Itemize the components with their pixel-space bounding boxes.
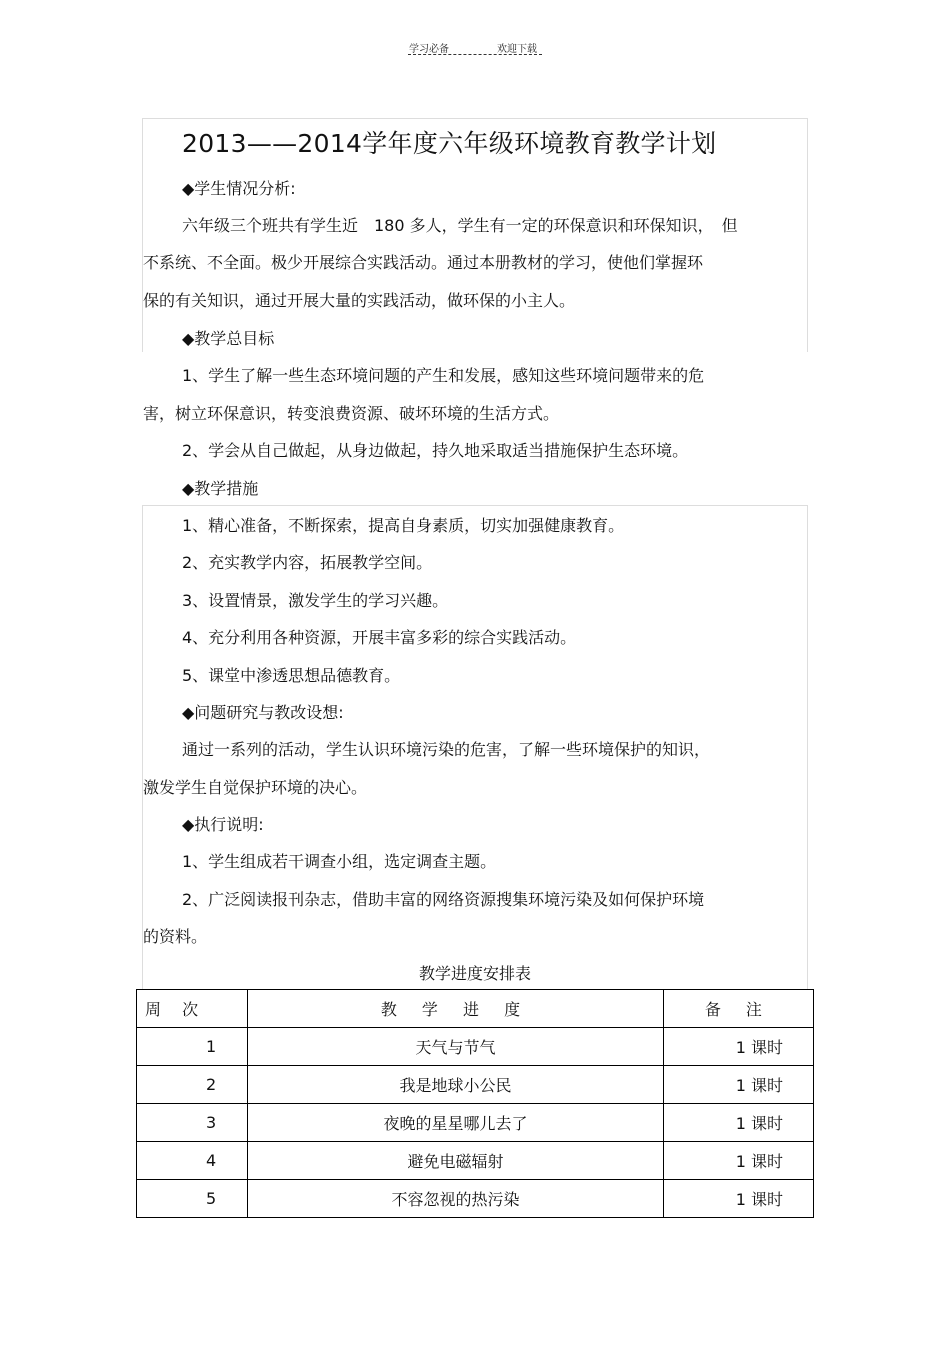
exec-line: 的资料。 <box>143 927 208 946</box>
measures-heading: ◆教学措施 <box>182 479 259 498</box>
week-cell: 3 <box>137 1104 248 1142</box>
frame-top-line <box>142 118 808 119</box>
frame-right-line-upper <box>807 118 808 352</box>
measures-line: 4、充分利用各种资源，开展丰富多彩的综合实践活动。 <box>182 628 577 647</box>
progress-cell: 天气与节气 <box>248 1028 664 1066</box>
exec-line: 1、学生组成若干调查小组，选定调查主题。 <box>182 852 497 871</box>
analysis-line: 保的有关知识，通过开展大量的实践活动，做环保的小主人。 <box>143 291 576 310</box>
header-right-text: 欢迎下载 <box>497 44 537 55</box>
goal-line: 1、学生了解一些生态环境问题的产生和发展，感知这些环境问题带来的危 <box>182 366 705 385</box>
note-cell: 1 课时 <box>663 1180 813 1218</box>
note-cell: 1 课时 <box>663 1104 813 1142</box>
exec-heading: ◆执行说明: <box>182 815 264 834</box>
note-cell: 1 课时 <box>663 1142 813 1180</box>
analysis-line: 六年级三个班共有学生近 180 多人，学生有一定的环保意识和环保知识， 但 <box>182 216 738 235</box>
frame-left-line-upper <box>142 118 143 352</box>
progress-cell: 夜晚的星星哪儿去了 <box>248 1104 664 1142</box>
frame-right-line-lower <box>807 505 808 989</box>
header-progress: 教 学 进 度 <box>248 990 664 1028</box>
measures-line: 2、充实教学内容，拓展教学空间。 <box>182 553 433 572</box>
note-cell: 1 课时 <box>663 1066 813 1104</box>
header-week: 周 次 <box>137 990 248 1028</box>
goal-heading: ◆教学总目标 <box>182 329 275 348</box>
table-row <box>137 1142 814 1180</box>
research-line: 通过一系列的活动，学生认识环境污染的危害，了解一些环境保护的知识， <box>182 740 711 759</box>
document-title: 2013——2014学年度六年级环境教育教学计划 <box>182 129 717 158</box>
week-cell: 1 <box>137 1028 248 1066</box>
header-note: 备 注 <box>663 990 813 1028</box>
progress-cell: 我是地球小公民 <box>248 1066 664 1104</box>
measures-line: 3、设置情景，激发学生的学习兴趣。 <box>182 591 449 610</box>
progress-cell: 避免电磁辐射 <box>248 1142 664 1180</box>
week-cell: 5 <box>137 1180 248 1218</box>
table-row <box>137 1066 814 1104</box>
frame-mid-line <box>142 505 808 506</box>
schedule-table <box>136 989 814 1218</box>
analysis-line: 不系统、不全面。极少开展综合实践活动。通过本册教材的学习，使他们掌握环 <box>143 253 704 272</box>
exec-line: 2、广泛阅读报刊杂志，借助丰富的网络资源搜集环境污染及如何保护环境 <box>182 890 705 909</box>
analysis-heading: ◆学生情况分析: <box>182 179 296 198</box>
research-heading: ◆问题研究与教改设想: <box>182 703 344 722</box>
note-cell: 1 课时 <box>663 1028 813 1066</box>
measures-line: 1、精心准备，不断探索，提高自身素质，切实加强健康教育。 <box>182 516 625 535</box>
table-row <box>137 1104 814 1142</box>
goal-line: 害，树立环保意识，转变浪费资源、破坏环境的生活方式。 <box>143 404 560 423</box>
goal-line: 2、学会从自己做起，从身边做起，持久地采取适当措施保护生态环境。 <box>182 441 689 460</box>
schedule-header-row <box>137 990 814 1028</box>
measures-line: 5、课堂中渗透思想品德教育。 <box>182 666 401 685</box>
frame-left-line-lower <box>142 505 143 989</box>
week-cell: 2 <box>137 1066 248 1104</box>
table-row <box>137 1028 814 1066</box>
progress-cell: 不容忽视的热污染 <box>248 1180 664 1218</box>
week-cell: 4 <box>137 1142 248 1180</box>
schedule-caption: 教学进度安排表 <box>418 964 531 983</box>
header-left-text: 学习必备 <box>409 44 449 55</box>
header-dashed-rule <box>408 54 542 55</box>
research-line: 激发学生自觉保护环境的决心。 <box>143 778 368 797</box>
table-row <box>137 1180 814 1218</box>
